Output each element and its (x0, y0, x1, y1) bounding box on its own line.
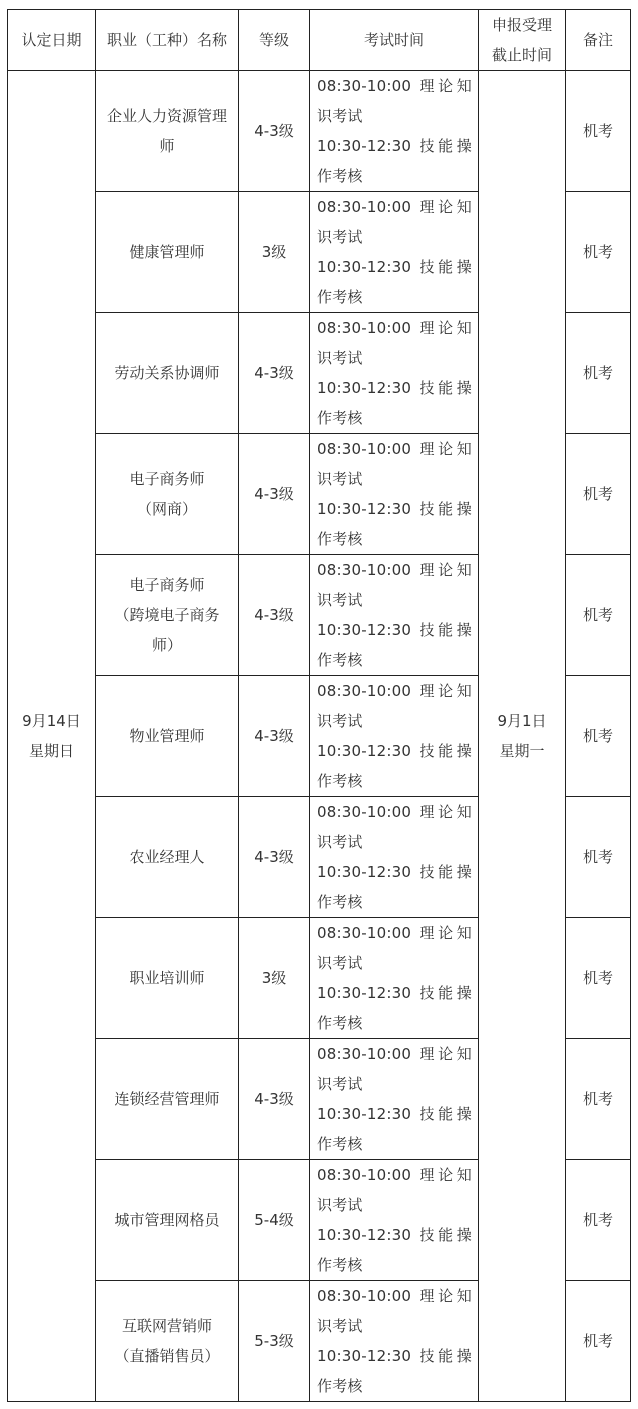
exam-time-line: 识考试 (317, 954, 363, 972)
exam-time-line: 识考试 (317, 228, 363, 246)
occupation-cell (96, 555, 239, 676)
exam-time-line: 10:30-12:30 技能操 (317, 984, 472, 1002)
exam-time-line: 08:30-10:00 理论知 (317, 561, 472, 579)
exam-time-line: 识考试 (317, 712, 363, 730)
occupation-name-line: 企业人力资源管理 (106, 107, 227, 125)
header-deadline (479, 10, 566, 71)
exam-time-line: 作考核 (317, 409, 363, 427)
header-deadline-line1: 申报受理 (491, 16, 552, 34)
exam-time-line: 识考试 (317, 470, 363, 488)
exam-time-line: 识考试 (317, 349, 363, 367)
remark-cell: 机考 (566, 797, 631, 918)
exam-time-line: 08:30-10:00 理论知 (317, 319, 472, 337)
exam-time-line: 10:30-12:30 技能操 (317, 258, 472, 276)
occupation-name-line: 农业经理人 (129, 848, 205, 866)
remark-cell: 机考 (566, 192, 631, 313)
exam-time-line: 08:30-10:00 理论知 (317, 1045, 472, 1063)
occupation-name-line: 物业管理师 (129, 727, 205, 745)
occupation-cell (96, 676, 239, 797)
exam-time-line: 10:30-12:30 技能操 (317, 742, 472, 760)
exam-time-line: 识考试 (317, 1317, 363, 1335)
exam-time-line: 识考试 (317, 1196, 363, 1214)
level-cell: 4-3级 (239, 71, 310, 192)
occupation-cell (96, 1160, 239, 1281)
occupation-name-line: 健康管理师 (129, 243, 205, 261)
remark-cell: 机考 (566, 1281, 631, 1402)
exam-time-cell (310, 434, 479, 555)
exam-time-line: 08:30-10:00 理论知 (317, 1287, 472, 1305)
exam-time-line: 作考核 (317, 1256, 363, 1274)
occupation-name-line: 师 (159, 137, 175, 155)
occupation-name-line: 师） (151, 636, 182, 654)
cert-date-cell (8, 71, 96, 1402)
exam-time-line: 10:30-12:30 技能操 (317, 1226, 472, 1244)
remark-cell: 机考 (566, 1039, 631, 1160)
header-exam-time: 考试时间 (310, 10, 479, 71)
exam-time-cell (310, 676, 479, 797)
level-cell: 4-3级 (239, 313, 310, 434)
table-body (8, 71, 631, 1402)
remark-cell: 机考 (566, 71, 631, 192)
level-cell: 4-3级 (239, 797, 310, 918)
exam-time-line: 08:30-10:00 理论知 (317, 803, 472, 821)
table-header-row (8, 10, 631, 71)
exam-time-line: 08:30-10:00 理论知 (317, 77, 472, 95)
exam-time-cell (310, 1160, 479, 1281)
occupation-cell (96, 434, 239, 555)
exam-time-line: 作考核 (317, 1135, 363, 1153)
exam-time-line: 08:30-10:00 理论知 (317, 924, 472, 942)
exam-time-line: 08:30-10:00 理论知 (317, 440, 472, 458)
exam-time-line: 10:30-12:30 技能操 (317, 863, 472, 881)
exam-time-line: 10:30-12:30 技能操 (317, 1105, 472, 1123)
exam-time-cell (310, 313, 479, 434)
exam-time-line: 识考试 (317, 1075, 363, 1093)
occupation-name-line: 劳动关系协调师 (114, 364, 220, 382)
level-cell: 5-4级 (239, 1160, 310, 1281)
exam-time-line: 10:30-12:30 技能操 (317, 379, 472, 397)
header-occupation: 职业（工种）名称 (96, 10, 239, 71)
occupation-cell (96, 192, 239, 313)
occupation-name-line: 职业培训师 (129, 969, 205, 987)
exam-time-cell (310, 1281, 479, 1402)
exam-time-line: 作考核 (317, 167, 363, 185)
occupation-name-line: 连锁经营管理师 (114, 1090, 220, 1108)
exam-time-cell (310, 1039, 479, 1160)
deadline-line1: 9月1日 (497, 712, 547, 730)
exam-time-line: 作考核 (317, 893, 363, 911)
occupation-cell (96, 797, 239, 918)
exam-time-line: 08:30-10:00 理论知 (317, 198, 472, 216)
occupation-cell (96, 313, 239, 434)
exam-time-cell (310, 555, 479, 676)
level-cell: 4-3级 (239, 434, 310, 555)
level-cell: 5-3级 (239, 1281, 310, 1402)
remark-cell: 机考 (566, 676, 631, 797)
remark-cell: 机考 (566, 1160, 631, 1281)
cert-date-line2: 星期日 (28, 742, 74, 760)
exam-time-line: 作考核 (317, 1377, 363, 1395)
occupation-name-line: （网商） (136, 500, 197, 518)
occupation-name-line: 电子商务师 (129, 576, 205, 594)
exam-time-line: 作考核 (317, 651, 363, 669)
occupation-name-line: 电子商务师 (129, 470, 205, 488)
level-cell: 4-3级 (239, 555, 310, 676)
deadline-line2: 星期一 (499, 742, 545, 760)
occupation-name-line: （直播销售员） (114, 1347, 220, 1365)
remark-cell: 机考 (566, 555, 631, 676)
exam-time-cell (310, 71, 479, 192)
occupation-name-line: （跨境电子商务 (114, 606, 220, 624)
table-row (8, 71, 631, 192)
occupation-name-line: 互联网营销师 (121, 1317, 212, 1335)
exam-time-line: 作考核 (317, 530, 363, 548)
exam-time-cell (310, 918, 479, 1039)
level-cell: 3级 (239, 192, 310, 313)
exam-time-cell (310, 797, 479, 918)
remark-cell: 机考 (566, 918, 631, 1039)
exam-time-line: 作考核 (317, 288, 363, 306)
remark-cell: 机考 (566, 313, 631, 434)
exam-time-line: 作考核 (317, 772, 363, 790)
occupation-cell (96, 1039, 239, 1160)
header-remark: 备注 (566, 10, 631, 71)
exam-time-line: 10:30-12:30 技能操 (317, 621, 472, 639)
exam-time-cell (310, 192, 479, 313)
level-cell: 4-3级 (239, 1039, 310, 1160)
cert-date-line1: 9月14日 (22, 712, 81, 730)
remark-cell: 机考 (566, 434, 631, 555)
exam-time-line: 作考核 (317, 1014, 363, 1032)
exam-time-line: 识考试 (317, 591, 363, 609)
exam-time-line: 08:30-10:00 理论知 (317, 682, 472, 700)
occupation-cell (96, 918, 239, 1039)
occupation-name-line: 城市管理网格员 (114, 1211, 220, 1229)
deadline-cell (479, 71, 566, 1402)
header-level: 等级 (239, 10, 310, 71)
exam-time-line: 识考试 (317, 833, 363, 851)
exam-time-line: 08:30-10:00 理论知 (317, 1166, 472, 1184)
occupation-cell (96, 1281, 239, 1402)
exam-time-line: 10:30-12:30 技能操 (317, 1347, 472, 1365)
exam-time-line: 识考试 (317, 107, 363, 125)
occupation-cell (96, 71, 239, 192)
header-cert-date: 认定日期 (8, 10, 96, 71)
level-cell: 4-3级 (239, 676, 310, 797)
exam-time-line: 10:30-12:30 技能操 (317, 500, 472, 518)
header-deadline-line2: 截止时间 (491, 46, 552, 64)
exam-schedule-table (7, 9, 631, 1402)
level-cell: 3级 (239, 918, 310, 1039)
exam-time-line: 10:30-12:30 技能操 (317, 137, 472, 155)
